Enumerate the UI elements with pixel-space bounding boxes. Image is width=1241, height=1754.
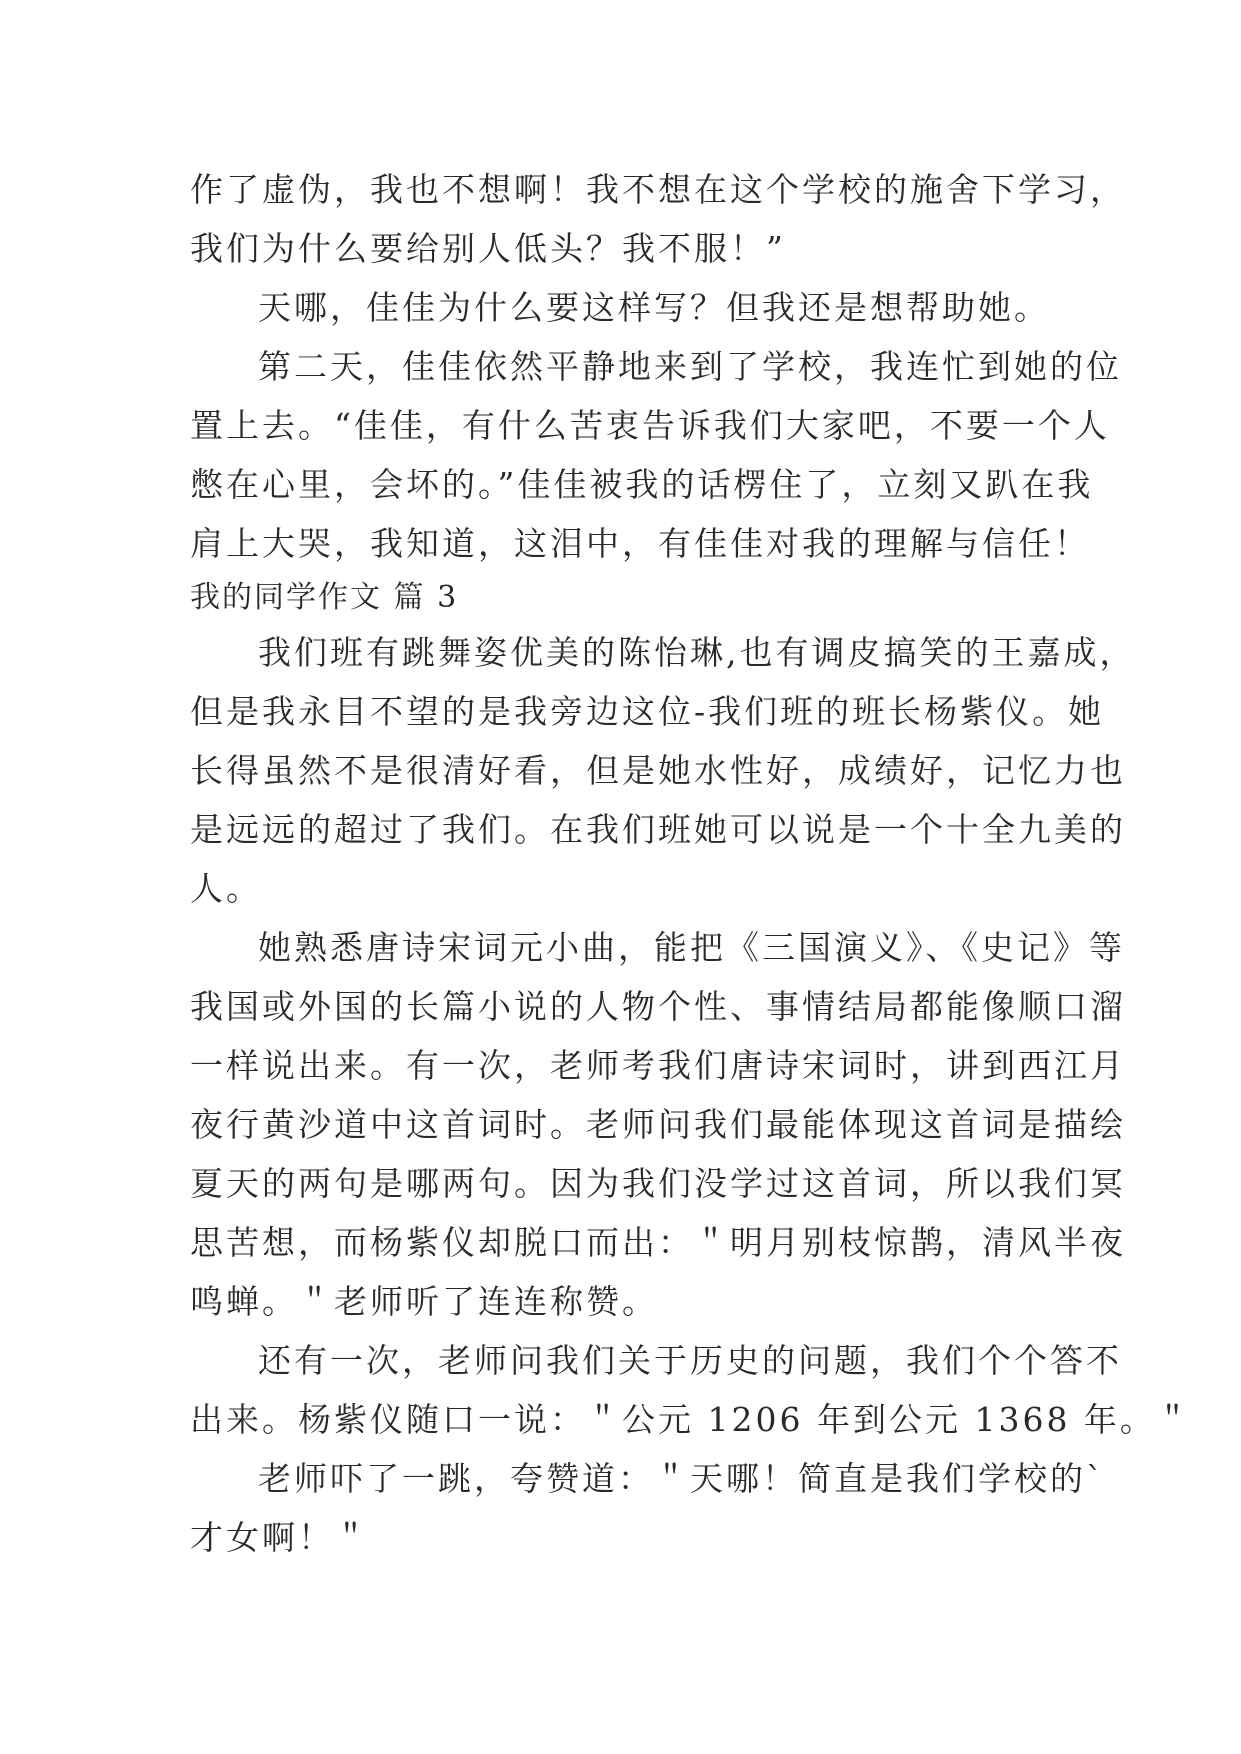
text-line: 还有一次，老师问我们关于历史的问题，我们个个答不 — [258, 1341, 1122, 1380]
document-body — [190, 160, 1192, 1567]
text-line: 憋在心里，会坏的。”佳佳被我的话楞住了，立刻又趴在我 — [190, 465, 1094, 504]
text-line: 思苦想，而杨紫仪却脱口而出：＂明月别枝惊鹊，清风半夜 — [190, 1223, 1126, 1262]
section-heading: 我的同学作文 篇 3 — [190, 580, 459, 615]
text-line: 是远远的超过了我们。在我们班她可以说是一个十全九美的 — [190, 810, 1126, 849]
text-line: 我们为什么要给别人低头？我不服！” — [190, 229, 786, 268]
paragraph — [190, 1331, 1192, 1449]
paragraph — [190, 623, 1136, 918]
text-line: 长得虽然不是很清好看，但是她水性好，成绩好，记忆力也 — [190, 751, 1126, 790]
text-line: 天哪，佳佳为什么要这样写？但我还是想帮助她。 — [258, 288, 1050, 327]
text-line: 置上去。“佳佳，有什么苦衷告诉我们大家吧，不要一个人 — [190, 406, 1110, 445]
text-line: 我们班有跳舞姿优美的陈怡琳,也有调皮搞笑的王嘉成， — [258, 633, 1136, 672]
text-line: 但是我永目不望的是我旁边这位-我们班的班长杨紫仪。她 — [190, 692, 1105, 731]
text-line: 一样说出来。有一次，老师考我们唐诗宋词时，讲到西江月 — [190, 1046, 1126, 1085]
text-line: 作了虚伪，我也不想啊！我不想在这个学校的施舍下学习， — [190, 170, 1126, 209]
text-line: 鸣蝉。＂老师听了连连称赞。 — [190, 1282, 658, 1321]
paragraph — [190, 1449, 1106, 1567]
text-line: 她熟悉唐诗宋词元小曲，能把《三国演义》、《史记》等 — [258, 928, 1125, 967]
text-line: 肩上大哭，我知道，这泪中，有佳佳对我的理解与信任！ — [190, 524, 1090, 563]
text-line: 老师吓了一跳，夸赞道：＂天哪！简直是我们学校的` — [258, 1459, 1106, 1498]
paragraph — [190, 337, 1122, 573]
paragraph-continuation — [190, 160, 1126, 278]
text-line: 出来。杨紫仪随口一说：＂公元 1206 年到公元 1368 年。＂ — [190, 1400, 1192, 1439]
text-line: 才女啊！＂ — [190, 1518, 370, 1557]
paragraph — [190, 278, 1075, 337]
text-line: 人。 — [190, 869, 262, 908]
text-line: 第二天，佳佳依然平静地来到了学校，我连忙到她的位 — [258, 347, 1122, 386]
text-line: 我国或外国的长篇小说的人物个性、事情结局都能像顺口溜 — [190, 987, 1126, 1026]
paragraph — [190, 918, 1126, 1331]
text-line: 夜行黄沙道中这首词时。老师问我们最能体现这首词是描绘 — [190, 1105, 1126, 1144]
text-line: 夏天的两句是哪两句。因为我们没学过这首词，所以我们冥 — [190, 1164, 1126, 1203]
